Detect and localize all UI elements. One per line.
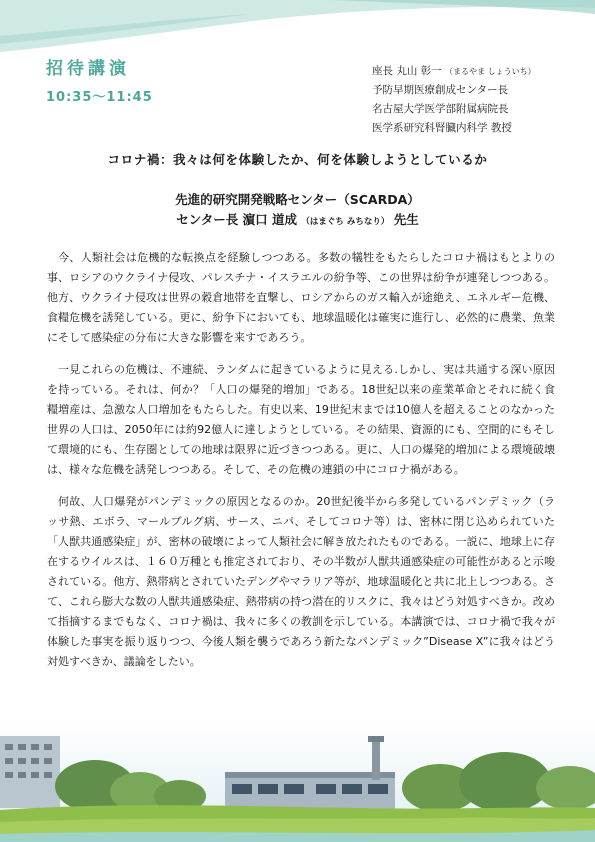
talk-title: コロナ禍：我々は何を体験したか、何を体験しようとしているか — [107, 152, 488, 167]
speaker-organization: 先進的研究開発戦略センター（SCARDA） — [175, 192, 420, 207]
tree-right-2 — [459, 752, 551, 812]
campus-illustration — [0, 722, 595, 842]
chair-block — [372, 62, 582, 138]
chair-affiliation-1: 予防早期医療創成センター長 — [372, 84, 509, 96]
speaker-block — [0, 190, 595, 232]
speaker-reading: （はまぐち みちなり） — [301, 217, 390, 227]
chair-name-line — [372, 62, 582, 81]
session-time: 10:35～11:45 — [46, 90, 153, 105]
chair-affiliation-2: 名古屋大学医学部附属病院長 — [372, 103, 509, 115]
chair-affiliation-3: 医学系研究科腎臓内科学 教授 — [372, 122, 512, 134]
speaker-name-line — [0, 210, 595, 232]
abstract-paragraph-1: 今、人類社会は危機的な転換点を経験しつつある。多数の犠牲をもたらしたコロナ禍はもとよりの事、ロシアのウクライナ侵攻、パレスチナ・イスラエルの紛争等、この世界は紛争が連発しつつある。他方、ウクライナ侵攻は世界の穀倉地帯を直撃し、ロシアからのガス輸入が途絶え、エネルギー危機、食糧危機を誘発している。更に、紛争下においても、地球温暖化は確実に進行し、必然的に農業、魚業にそして感染症の分布に大きな影響を来すであろう。 — [47, 251, 555, 344]
chair-reading: （まるやま しょういち） — [445, 67, 536, 76]
abstract-paragraph-3: 何故、人口爆発がパンデミックの原因となるのか。20世紀後半から多発しているパンデミック（ラッサ熱、エボラ、マールブルグ病、サース、ニパ、そしてコロナ等）は、密林に閉じ込められていた「人獣共通感染症」が、密林の破壊によって人類社会に解き放たれたものである。一説に、地球上に存在するウイルスは、１６０万種とも推定されており、その半数が人獣共通感染症の可能性があると示唆されている。他方、熱帯病とされていたデングやマラリア等が、地球温暖化と共に北上しつつある。さて、これら膨大な数の人獣共通感染症、熱帯病の持つ潜在的リスクに、我々はどう対処すべきか。改めて指摘するまでもなく、コロナ禍は、我々に多くの教訓を示している。本講演では、コロナ禍で我々が体験した事実を振り返りつつ、今後人類を襲うであろう新たなパンデミック”Disease X”に我々はどう対処すべきか、議論をしたい。 — [47, 495, 555, 668]
swoosh-back — [0, 0, 595, 52]
session-label: 招待講演 — [46, 59, 130, 79]
tower — [372, 740, 380, 780]
abstract-body — [47, 248, 555, 684]
chair-name: 座長 丸山 彰一 — [372, 65, 442, 77]
abstract-paragraph-2: 一見これらの危機は、不連続、ランダムに起きているように見える.しかし、実は共通する深い原因を持っている。それは、何か？「人口の爆発的増加」である。18世紀以来の産業革命とそれに続く食糧増産は、急激な人口増加をもたらした。有史以来、19世紀末までは10億人を超えることのなかった世界の人口は、2050年には約92億人に達しようとしている。その結果、資源的にも、空間的にもそして環境的にも、生存圏としての地球は限界に近づきつつある。更に、人口の爆発的増加による環境破壊は、様々な危機を誘発しつつある。そして、その危機の連鎖の中にコロナ禍がある。 — [47, 363, 555, 476]
session-block — [46, 58, 153, 105]
speaker-name: センター長 濵口 道成 — [176, 212, 297, 227]
building-main-roof — [225, 772, 395, 778]
tower-top — [368, 736, 384, 742]
header-decoration — [0, 0, 595, 60]
speaker-honorific: 先生 — [393, 212, 419, 227]
